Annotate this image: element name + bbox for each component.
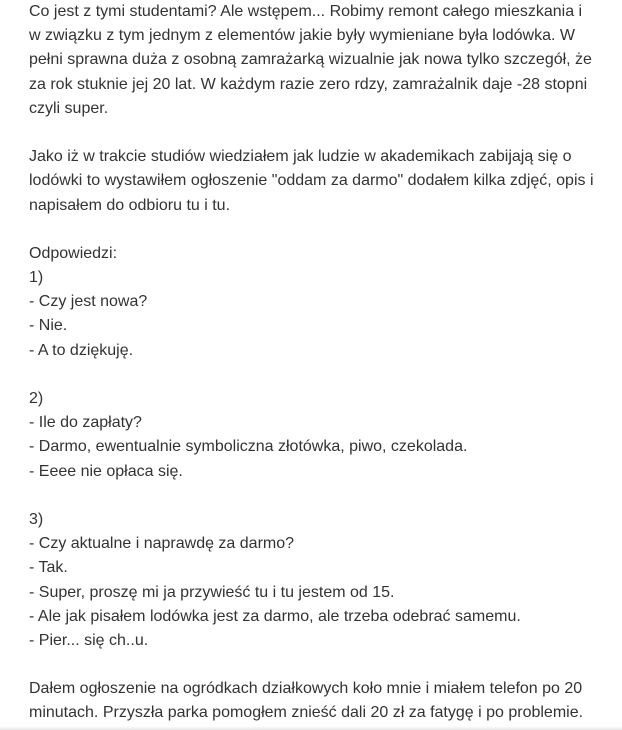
- text-line: pełni sprawna duża z osobną zamrażarką wizualnie jak nowa tylko szczegół, że: [29, 51, 592, 69]
- post-body: [29, 0, 609, 726]
- text-line: czyli super.: [29, 99, 109, 117]
- second-paragraph: [29, 145, 609, 218]
- dialogue-line: - Czy jest nowa?: [29, 293, 148, 311]
- text-line: Jako iż w trakcie studiów wiedziałem jak ludzie w akademikach zabijają się o: [29, 148, 572, 166]
- dialogue-line: - Pier... się ch..u.: [29, 631, 149, 649]
- paragraph-gap: [29, 653, 609, 677]
- dialogue-line: - Nie.: [29, 317, 68, 335]
- paragraph-gap: [29, 218, 609, 242]
- dialogue-line: - Ile do zapłaty?: [29, 414, 142, 432]
- text-line: za rok stuknie jej 20 lat. W każdym razie zero rdzy, zamrażalnik daje -28 stopni: [29, 75, 588, 93]
- paragraph-gap: [29, 484, 609, 508]
- intro-paragraph: [29, 0, 609, 121]
- paragraph-gap: [29, 363, 609, 387]
- dialogue-line: - Darmo, ewentualnie symboliczna złotówka, piwo, czekolada.: [29, 438, 468, 456]
- dialogue-line: - A to dziękuję.: [29, 341, 134, 359]
- paragraph-gap: [29, 121, 609, 145]
- text-line: napisałem do odbioru tu i tu.: [29, 196, 231, 214]
- dialogue-line: - Super, proszę mi ja przywieść tu i tu jestem od 15.: [29, 583, 395, 601]
- dialogue-line: - Tak.: [29, 559, 68, 577]
- bottom-edge-shadow: [0, 726, 622, 730]
- text-line: Co jest z tymi studentami? Ale wstępem... Robimy remont całego mieszkania i: [29, 3, 583, 20]
- dialogue-line: - Czy aktualne i naprawdę za darmo?: [29, 535, 295, 553]
- text-line: minutach. Przyszła parka pomogłem znieść dali 20 zł za fatygę i po problemie.: [29, 704, 584, 722]
- text-line: lodówki to wystawiłem ogłoszenie "oddam za darmo" dodałem kilka zdjęć, opis i: [29, 172, 594, 190]
- closing-paragraph: [29, 677, 609, 725]
- dialogue-line: - Eeee nie opłaca się.: [29, 462, 183, 480]
- dialogue-line: - Ale jak pisałem lodówka jest za darmo, ale trzeba odebrać samemu.: [29, 607, 521, 625]
- answer-number: 1): [29, 269, 44, 287]
- text-line: Dałem ogłoszenie na ogródkach działkowych koło mnie i miałem telefon po 20: [29, 680, 583, 698]
- answers-section: [29, 242, 609, 653]
- answers-heading: Odpowiedzi:: [29, 244, 118, 262]
- answer-number: 3): [29, 510, 44, 528]
- answer-number: 2): [29, 390, 44, 407]
- text-line: w związku z tym jednym z elementów jakie były wymieniane była lodówka. W: [29, 27, 575, 45]
